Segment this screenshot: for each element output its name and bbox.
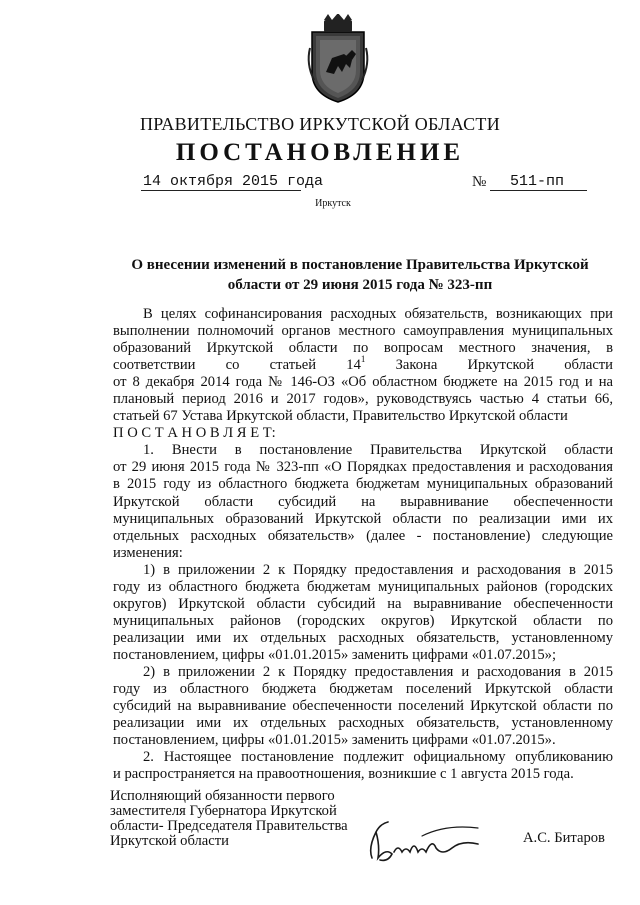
government-name: ПРАВИТЕЛЬСТВО ИРКУТСКОЙ ОБЛАСТИ [139, 114, 501, 134]
number-underline [490, 190, 587, 191]
signer-name: А.С. Битаров [523, 830, 605, 846]
body-line: 2) в приложении 2 к Порядку предоставления и расходования в 2015 [143, 663, 613, 680]
signer-position [110, 789, 348, 849]
resolves-heading: П О С Т А Н О В Л Я Е Т: [113, 425, 276, 442]
signer-line: заместителя Губернатора Иркутской [110, 803, 337, 819]
body-line: 1. Внести в постановление Правительства Иркутской области [143, 442, 613, 459]
city: Иркутск [315, 198, 351, 209]
body-line: В целях софинансирования расходных обязательств, возникающих при [143, 306, 613, 322]
title-line: области от 29 июня 2015 года № 323-пп [227, 277, 493, 293]
body-line: образований Иркутской области по вопросам местного значения, в [113, 340, 613, 357]
body-line: Иркутской области субсидий на выравнивание обеспеченности [113, 493, 613, 510]
body-line: изменения: [113, 544, 183, 561]
document-date: 14 октября 2015 года [143, 173, 324, 190]
signer-line: Исполняющий обязанности первого [110, 788, 335, 804]
body-line: реализации ими их отдельных расходных обязательств, установленному [113, 629, 613, 646]
document-type: ПОСТАНОВЛЕНИЕ [175, 139, 465, 166]
body-line: отдельных расходных обязательств» (далее - постановление) следующие [113, 527, 613, 544]
body-line: году из областного бюджета бюджетам муниципальных районов (городских [113, 578, 613, 595]
body-line: выполнении полномочий органов местного самоуправления муниципальных [113, 323, 613, 340]
body-line: субсидий на выравнивание обеспеченности поселений Иркутской области по [113, 698, 613, 715]
body-line: в 2015 году из областного бюджета бюджетам муниципальных образований [113, 476, 613, 493]
body-line: году из областного бюджета бюджетам поселений Иркутской области [113, 681, 613, 698]
document-body [113, 306, 613, 783]
body-text: Закона Иркутской области [365, 357, 613, 374]
body-line: и распространяется на правоотношения, возникшие с 1 августа 2015 года. [113, 766, 574, 783]
body-text: соответствии со статьей 14 [113, 357, 361, 374]
body-line: постановлением, цифры «01.01.2015» заменить цифрами «01.07.2015»; [113, 646, 557, 663]
body-line: муниципальных районов (городских округов) Иркутской области по [113, 612, 613, 629]
body-line: статьей 67 Устава Иркутской области, Правительство Иркутской области [113, 408, 568, 425]
title-line: О внесении изменений в постановление Правительства Иркутской [131, 257, 589, 273]
body-line: от 8 декабря 2014 года № 146-ОЗ «Об областном бюджете на 2015 год и на [113, 374, 613, 391]
body-line: 1) в приложении 2 к Порядку предоставления и расходования в 2015 [143, 561, 613, 578]
body-line: округов) Иркутской области субсидий на выравнивание обеспеченности [113, 595, 613, 612]
body-line: муниципальных образований Иркутской области по реализации ими их [113, 510, 613, 527]
signer-line: Иркутской области [110, 833, 229, 849]
date-underline [141, 190, 301, 191]
body-line: реализации ими их отдельных расходных обязательств, установленному [113, 715, 613, 732]
document-number: 511-пп [510, 173, 565, 190]
body-line: от 29 июня 2015 года № 323-пп «О Порядках предоставления и расходования [113, 459, 613, 476]
signer-line: области- Председателя Правительства [110, 818, 348, 834]
article-superscript: 1 [360, 354, 366, 365]
irkutsk-coat-of-arms-icon [302, 14, 374, 106]
body-line: 2. Настоящее постановление подлежит официальному опубликованию [143, 749, 613, 766]
document-title [110, 255, 610, 295]
body-line: плановый период 2016 и 2017 годов», руководствуясь частью 4 статьи 66, [113, 391, 613, 408]
handwritten-signature [366, 818, 482, 866]
number-sign: № [472, 174, 487, 190]
body-line: постановлением, цифры «01.01.2015» заменить цифрами «01.07.2015». [113, 732, 556, 749]
body-line [113, 354, 613, 374]
